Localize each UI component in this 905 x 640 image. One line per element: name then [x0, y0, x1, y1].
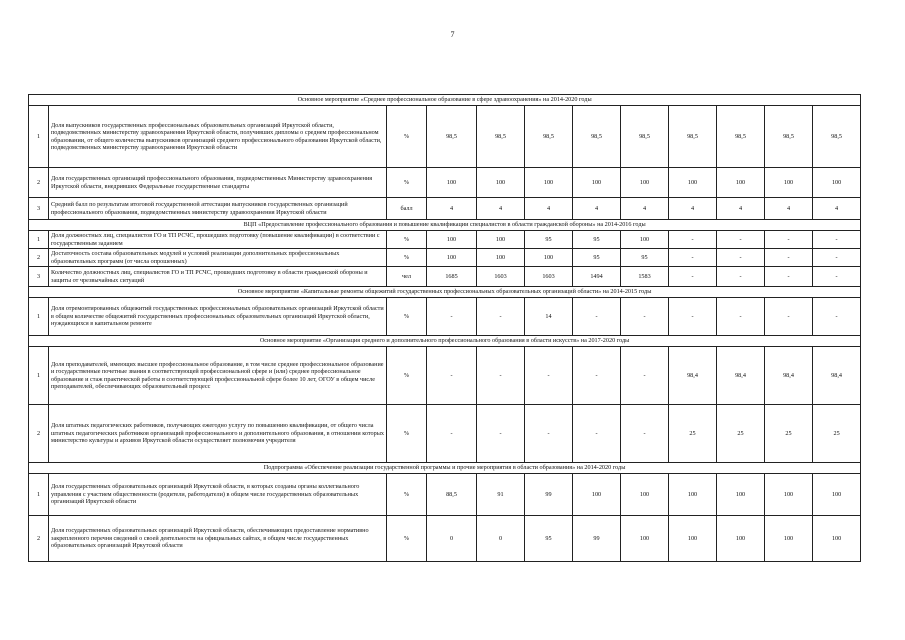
table-row: [29, 298, 861, 336]
value-cell: 1494: [573, 267, 621, 287]
indicator-description: Доля выпускников государственных профессиональных образовательных организаций Иркутской области, подведомственных министерству здравоохранения Иркутской области, получивших дипломы о среднем профессиональном образовании, от общего количества выпускников организаций среднего профессионального образования Иркутской области, подведомственных министерству здравоохранения Иркутской области: [49, 106, 387, 168]
value-cell: -: [669, 231, 717, 249]
section-title: ВЦП «Предоставление профессионального образования и повышение квалификации специалистов в области гражданской обороны» на 2014-2016 годы: [29, 220, 861, 231]
value-cell: 4: [717, 198, 765, 220]
section-row: [29, 336, 861, 347]
row-number: 3: [29, 198, 49, 220]
indicator-description: Доля должностных лиц, специалистов ГО и ТП РСЧС, прошедших подготовку (повышение квалификации) в соответствии с государственным заданием: [49, 231, 387, 249]
value-cell: 98,5: [477, 106, 525, 168]
value-cell: -: [765, 298, 813, 336]
value-cell: -: [477, 347, 525, 405]
row-number: 3: [29, 267, 49, 287]
table-row: [29, 168, 861, 198]
value-cell: 98,4: [765, 347, 813, 405]
value-cell: 100: [621, 231, 669, 249]
value-cell: -: [765, 267, 813, 287]
value-cell: 4: [427, 198, 477, 220]
value-cell: 1583: [621, 267, 669, 287]
value-cell: 4: [669, 198, 717, 220]
section-title: Основное мероприятие «Организация среднего и дополнительного профессионального образования в области искусств» на 2017-2020 годы: [29, 336, 861, 347]
row-number: 2: [29, 405, 49, 463]
value-cell: -: [621, 405, 669, 463]
indicator-description: Доля преподавателей, имеющих высшее профессиональное образование, в том числе среднее профессиональное образование и государственные почетные звания в соответствующей профессиональной сфере и (или) среднее профессиональное образование и стаж практической работы в соответствующей профессиональной сфере более 10 лет, ОГОУ в общем числе преподавателей, обеспечивающих образовательный процесс: [49, 347, 387, 405]
unit-cell: %: [387, 168, 427, 198]
value-cell: 98,5: [525, 106, 573, 168]
table-row: [29, 106, 861, 168]
value-cell: -: [765, 231, 813, 249]
value-cell: 98,4: [717, 347, 765, 405]
table-row: [29, 474, 861, 516]
value-cell: 98,5: [813, 106, 861, 168]
value-cell: 98,4: [813, 347, 861, 405]
value-cell: 100: [427, 168, 477, 198]
unit-cell: %: [387, 474, 427, 516]
value-cell: 1685: [427, 267, 477, 287]
unit-cell: %: [387, 347, 427, 405]
value-cell: -: [525, 347, 573, 405]
value-cell: -: [717, 267, 765, 287]
unit-cell: %: [387, 106, 427, 168]
row-number: 2: [29, 249, 49, 267]
value-cell: -: [477, 298, 525, 336]
value-cell: 100: [765, 474, 813, 516]
value-cell: 100: [669, 168, 717, 198]
table-row: [29, 267, 861, 287]
value-cell: -: [427, 298, 477, 336]
value-cell: 98,5: [621, 106, 669, 168]
value-cell: 4: [477, 198, 525, 220]
value-cell: -: [669, 298, 717, 336]
unit-cell: %: [387, 405, 427, 463]
value-cell: 100: [669, 516, 717, 562]
value-cell: 95: [573, 231, 621, 249]
indicators-table: [28, 94, 861, 562]
value-cell: 98,5: [669, 106, 717, 168]
indicator-description: Доля отремонтированных общежитий государственных профессиональных образовательных организаций Иркутской области в общем количестве общежитий государственных профессиональных образовательных организаций Иркутской области, нуждающихся в капитальном ремонте: [49, 298, 387, 336]
indicator-description: Доля государственных образовательных организаций Иркутской области, обеспечивающих предоставление нормативно закрепленного перечня сведений о своей деятельности на официальных сайтах, в общем числе государственных образовательных организаций Иркутской области: [49, 516, 387, 562]
value-cell: 100: [573, 168, 621, 198]
value-cell: 88,5: [427, 474, 477, 516]
value-cell: 25: [669, 405, 717, 463]
value-cell: 95: [573, 249, 621, 267]
value-cell: -: [813, 298, 861, 336]
value-cell: 25: [813, 405, 861, 463]
value-cell: 4: [525, 198, 573, 220]
row-number: 1: [29, 474, 49, 516]
value-cell: 4: [573, 198, 621, 220]
section-title: Подпрограмма «Обеспечение реализации государственной программы и прочие мероприятия в области образования» на 2014-2020 годы: [29, 463, 861, 474]
value-cell: 91: [477, 474, 525, 516]
section-row: [29, 220, 861, 231]
row-number: 1: [29, 347, 49, 405]
value-cell: 100: [621, 474, 669, 516]
section-title: Основное мероприятие «Среднее профессиональное образование в сфере здравоохранения» на 2014-2020 годы: [29, 95, 861, 106]
value-cell: -: [573, 347, 621, 405]
row-number: 2: [29, 168, 49, 198]
value-cell: -: [717, 249, 765, 267]
value-cell: 0: [427, 516, 477, 562]
value-cell: 4: [621, 198, 669, 220]
value-cell: 100: [621, 168, 669, 198]
section-row: [29, 287, 861, 298]
table-row: [29, 249, 861, 267]
row-number: 1: [29, 298, 49, 336]
value-cell: -: [669, 267, 717, 287]
section-row: [29, 463, 861, 474]
value-cell: -: [717, 298, 765, 336]
value-cell: 100: [573, 474, 621, 516]
value-cell: 100: [765, 168, 813, 198]
indicator-description: Количество должностных лиц, специалистов ГО и ТП РСЧС, прошедших подготовку в области гражданской обороны и защиты от чрезвычайных ситуаций: [49, 267, 387, 287]
value-cell: 25: [765, 405, 813, 463]
value-cell: -: [813, 249, 861, 267]
value-cell: -: [525, 405, 573, 463]
value-cell: 95: [525, 516, 573, 562]
indicator-description: Доля штатных педагогических работников, получающих ежегодно услугу по повышению квалификации, от общего числа штатных педагогических работников организаций профессионального и дополнительного образования, в отношении которых министерство культуры и архивов Иркутской области осуществляет полномочия учредителя: [49, 405, 387, 463]
value-cell: -: [477, 405, 525, 463]
table-row: [29, 405, 861, 463]
table-row: [29, 231, 861, 249]
value-cell: 100: [717, 168, 765, 198]
unit-cell: %: [387, 249, 427, 267]
value-cell: 99: [573, 516, 621, 562]
value-cell: -: [765, 249, 813, 267]
value-cell: 100: [525, 168, 573, 198]
value-cell: -: [427, 405, 477, 463]
value-cell: -: [813, 267, 861, 287]
value-cell: 100: [525, 249, 573, 267]
section-row: [29, 95, 861, 106]
indicator-description: Доля государственных образовательных организаций Иркутской области, в которых созданы органы коллегиального управления с участием общественности (родители, работодатели) в общем числе государственных образовательных организаций Иркутской области: [49, 474, 387, 516]
table-row: [29, 347, 861, 405]
value-cell: 100: [813, 474, 861, 516]
value-cell: 14: [525, 298, 573, 336]
table-row: [29, 516, 861, 562]
section-title: Основное мероприятие «Капитальные ремонты общежитий государственных профессиональных образовательных организаций области» на 2014-2015 годы: [29, 287, 861, 298]
value-cell: 98,5: [717, 106, 765, 168]
value-cell: -: [717, 231, 765, 249]
value-cell: 4: [813, 198, 861, 220]
value-cell: 100: [813, 168, 861, 198]
indicator-description: Средний балл по результатам итоговой государственной аттестации выпускников государственных организаций профессионального образования, подведомственных министерству здравоохранения Иркутской области: [49, 198, 387, 220]
value-cell: -: [573, 405, 621, 463]
value-cell: 100: [669, 474, 717, 516]
value-cell: 0: [477, 516, 525, 562]
unit-cell: %: [387, 298, 427, 336]
value-cell: -: [573, 298, 621, 336]
value-cell: 100: [813, 516, 861, 562]
value-cell: 98,5: [427, 106, 477, 168]
unit-cell: балл: [387, 198, 427, 220]
value-cell: -: [621, 347, 669, 405]
unit-cell: %: [387, 231, 427, 249]
value-cell: 1603: [477, 267, 525, 287]
unit-cell: %: [387, 516, 427, 562]
value-cell: 100: [765, 516, 813, 562]
value-cell: 100: [717, 474, 765, 516]
row-number: 2: [29, 516, 49, 562]
value-cell: 1603: [525, 267, 573, 287]
value-cell: -: [427, 347, 477, 405]
value-cell: 100: [477, 168, 525, 198]
row-number: 1: [29, 106, 49, 168]
value-cell: 100: [477, 231, 525, 249]
value-cell: 98,5: [765, 106, 813, 168]
value-cell: 100: [621, 516, 669, 562]
value-cell: 100: [717, 516, 765, 562]
value-cell: 4: [765, 198, 813, 220]
value-cell: 95: [621, 249, 669, 267]
value-cell: 100: [427, 249, 477, 267]
value-cell: -: [669, 249, 717, 267]
value-cell: 99: [525, 474, 573, 516]
row-number: 1: [29, 231, 49, 249]
value-cell: 98,5: [573, 106, 621, 168]
unit-cell: чел: [387, 267, 427, 287]
table-row: [29, 198, 861, 220]
value-cell: 100: [427, 231, 477, 249]
page-number: 7: [450, 30, 455, 39]
value-cell: -: [813, 231, 861, 249]
indicator-description: Достаточность состава образовательных модулей и условий реализации дополнительных профессиональных образовательных программ (от числа опрошенных): [49, 249, 387, 267]
value-cell: 98,4: [669, 347, 717, 405]
value-cell: 25: [717, 405, 765, 463]
value-cell: 100: [477, 249, 525, 267]
value-cell: -: [621, 298, 669, 336]
indicator-description: Доля государственных организаций профессионального образования, подведомственных Министерству здравоохранения Иркутской области, внедривших Федеральные государственные стандарты: [49, 168, 387, 198]
value-cell: 95: [525, 231, 573, 249]
